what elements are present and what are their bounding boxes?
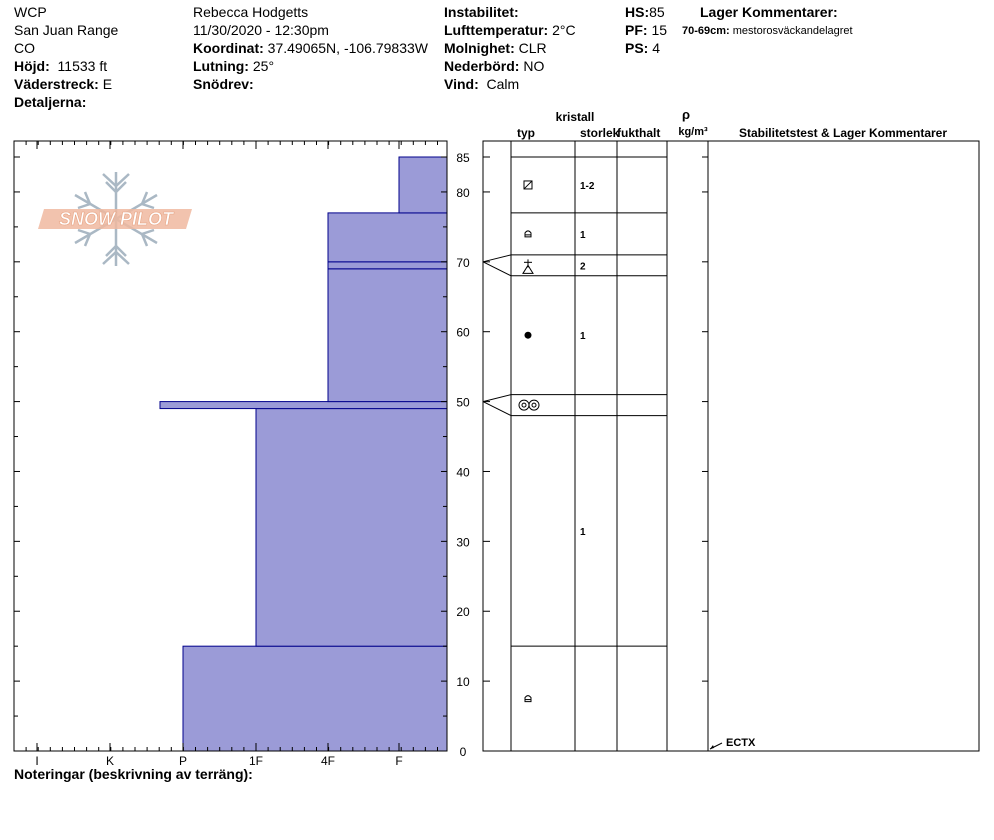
hs-value: 85 <box>649 4 665 20</box>
drift-label: Snödrev: <box>193 76 254 92</box>
rounded-facet-shape <box>525 231 531 237</box>
header-typ: typ <box>517 126 535 140</box>
header-kristall: kristall <box>555 110 595 124</box>
details-label: Detaljerna: <box>14 94 87 110</box>
header-rho: ρ <box>681 107 691 122</box>
header-stability: Stabilitetstest & Lager Kommentarer <box>738 126 948 140</box>
y-tick-label: 40 <box>456 465 470 480</box>
hardness-layer-3 <box>328 269 447 402</box>
y-tick-label: 80 <box>456 185 470 200</box>
x-tick-label: K <box>105 754 115 768</box>
aspect-value: E <box>102 76 113 92</box>
y-tick-label: 60 <box>456 325 470 340</box>
y-tick-label: 70 <box>456 255 470 270</box>
melt-freeze-icon <box>519 400 539 410</box>
profile-table-ticks <box>483 157 708 751</box>
profile-table-rows <box>483 157 756 749</box>
precip-value: NO <box>523 58 545 74</box>
hs-label: HS: <box>625 4 650 20</box>
logo-text: SNOW PILOT <box>59 209 173 229</box>
x-tick-label: P <box>178 754 188 768</box>
rounded-facet-icon <box>525 231 531 237</box>
hardness-layer-2 <box>160 402 447 409</box>
crystal-size-6: 1-2 <box>580 180 595 192</box>
state-name: CO <box>14 40 35 56</box>
coordinate-label: Koordinat: <box>193 40 264 56</box>
x-tick-label: F <box>395 754 403 768</box>
crystal-size-5: 1 <box>580 229 586 241</box>
airtemp-value: 2°C <box>552 22 576 38</box>
melt-ring-a <box>519 400 529 410</box>
melt-core-b <box>532 403 536 407</box>
y-tick-label: 50 <box>456 395 470 410</box>
ps-label: PS: <box>625 40 649 56</box>
hardness-layer-6 <box>399 157 447 213</box>
precip-particle-icon <box>525 332 532 339</box>
hardness-layer-0 <box>183 646 447 751</box>
coordinate-value: 37.49065N, -106.79833W <box>267 40 428 56</box>
pf-label: PF: <box>625 22 648 38</box>
surface-hoar-icon <box>523 259 533 273</box>
precip-label: Nederbörd: <box>444 58 520 74</box>
y-tick-label: 0 <box>459 745 467 759</box>
x-tick-label: 4F <box>320 754 336 768</box>
layer-comments-title: Lager Kommentarer: <box>700 4 838 20</box>
y-tick-label: 10 <box>456 675 470 690</box>
airtemp-label: Lufttemperatur: <box>444 22 549 38</box>
wind-value: Calm <box>486 76 520 92</box>
stability-test-arrowhead <box>710 745 714 749</box>
profile-table-columns <box>511 141 708 751</box>
faceted-diagonal <box>524 181 532 189</box>
crystal-size-3: 1 <box>580 331 586 343</box>
layer-connector <box>483 255 511 262</box>
x-tick-label: I <box>35 754 39 768</box>
y-tick-label: 30 <box>456 535 470 550</box>
notes-label: Noteringar (beskrivning av terräng): <box>14 766 253 782</box>
elevation-label: Höjd: <box>14 58 50 74</box>
layer-connector <box>483 395 511 402</box>
hardness-layer-4 <box>328 262 447 269</box>
x-tick-label: 1F <box>248 754 264 768</box>
snowpilot-logo <box>38 172 192 266</box>
layer-comment-text: mestorosväckandelagret <box>732 25 853 37</box>
melt-ring-b <box>529 400 539 410</box>
crystal-size-1: 1 <box>580 526 586 538</box>
range-name: San Juan Range <box>14 22 119 38</box>
instability-label: Instabilitet: <box>444 4 519 20</box>
slope-label: Lutning: <box>193 58 249 74</box>
profile-table-frame <box>483 141 979 751</box>
site-name: WCP <box>14 4 47 20</box>
hardness-layer-5 <box>328 213 447 262</box>
rounded-facet-shape <box>525 696 531 702</box>
ps-value: 4 <box>652 40 661 56</box>
header-storlek: storlek <box>580 126 620 140</box>
header-fukthalt: fukthalt <box>617 126 661 140</box>
pf-value: 15 <box>651 22 668 38</box>
faceted-icon <box>524 181 532 189</box>
layer-connector <box>483 262 511 276</box>
stability-test-label: ECTX <box>726 737 756 749</box>
elevation-value: 11533 ft <box>57 58 108 74</box>
melt-core-a <box>522 403 526 407</box>
y-tick-label: 20 <box>456 605 470 620</box>
layer-comment-range: 70-69cm: <box>682 25 730 37</box>
rounded-facet-icon <box>525 696 531 702</box>
observation-datetime: 11/30/2020 - 12:30pm <box>193 22 329 38</box>
hardness-layer-1 <box>256 409 447 647</box>
layer-connector <box>483 402 511 416</box>
observer-name: Rebecca Hodgetts <box>193 4 309 20</box>
header-density-unit: kg/m³ <box>678 126 708 138</box>
wind-label: Vind: <box>444 76 479 92</box>
sky-value: CLR <box>518 40 547 56</box>
crystal-size-4: 2 <box>580 261 586 273</box>
sky-label: Molnighet: <box>444 40 515 56</box>
y-tick-label: 85 <box>456 151 470 165</box>
precip-dot <box>525 332 532 339</box>
aspect-label: Väderstreck: <box>14 76 99 92</box>
slope-value: 25° <box>252 58 275 74</box>
hardness-layers <box>160 157 447 751</box>
